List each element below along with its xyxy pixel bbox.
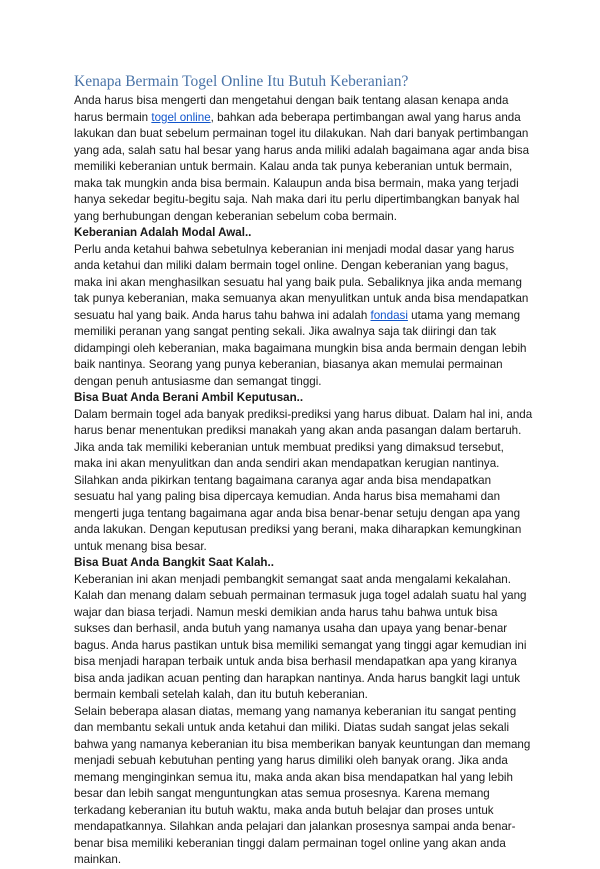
fondasi-link[interactable]: fondasi <box>370 308 408 322</box>
section1-text-after: utama yang memang memiliki peranan yang sangat penting sekali. Jika awalnya saja tak diiringi dan tak didampingi oleh keberanian, maka bagaimana mungkin bisa anda bermain dengan lebih baik nantinya. Seorang yang punya keberanian, biasanya akan memulai permainan dengan penuh antusiasme dan semangat tinggi. <box>74 308 527 388</box>
section2-heading: Bisa Buat Anda Berani Ambil Keputusan.. <box>74 391 304 404</box>
togel-online-link[interactable]: togel online <box>151 110 211 124</box>
section1-heading: Keberanian Adalah Modal Awal.. <box>74 226 252 239</box>
section1-text-before: Perlu anda ketahui bahwa sebetulnya keberanian ini menjadi modal dasar yang harus anda ketahui dan miliki dalam bermain togel online. Dengan keberanian yang bagus, maka ini akan menghasilkan sesuatu hal yang baik pula. Sebaliknya jika anda memang tak punya keberanian, maka semuanya akan menyulitkan untuk anda bisa mendapatkan sesuatu hal yang baik. Anda harus tahu bahwa ini adalah <box>74 242 529 322</box>
closing-paragraph: Selain beberapa alasan diatas, memang yang namanya keberanian itu sangat penting dan membantu sekali untuk anda ketahui dan miliki. Diatas sudah sangat jelas sekali bahwa yang namanya keberanian itu bisa memberikan banyak keuntungan dan memang menjadi sebuah kebutuhan penting yang harus dimiliki oleh banyak orang. Jika anda memang menginginkan semua itu, maka anda akan bisa mendapatkan hal yang lebih besar dan lebih sangat menguntungkan atas semua prosesnya. Karena memang terkadang keberanian itu butuh waktu, maka anda butuh belajar dan proses untuk mendapatkannya. Silahkan anda pelajari dan jalankan prosesnya sampai anda benar-benar bisa memiliki keberanian tinggi dalam permainan togel online yang akan anda mainkan. <box>74 704 531 866</box>
section3-heading: Bisa Buat Anda Bangkit Saat Kalah.. <box>74 556 274 569</box>
intro-paragraph <box>74 93 534 225</box>
intro-text-before: Anda harus bisa mengerti dan mengetahui dengan baik tentang alasan kenapa anda harus bermain <box>74 94 509 124</box>
section2-paragraph: Dalam bermain togel ada banyak prediksi-prediksi yang harus dibuat. Dalam hal ini, anda harus benar menentukan prediksi manakah yang akan anda pasangan dalam bertaruh. Jika anda tak memiliki keberanian untuk membuat prediksi yang dimaksud tersebut, maka ini akan menyulitkan dan anda sendiri akan mendapatkan kerugian nantinya. Silahkan anda pikirkan tentang bagaimana caranya agar anda bisa mendapatkan sesuatu hal yang paling bisa dipercaya kemudian. Anda harus bisa memahami dan mengerti juga tentang bagaimana agar anda bisa benar-benar setuju dengan apa yang anda lakukan. Dengan keputusan prediksi yang berani, maka diharapkan kemungkinan untuk menang bisa besar. <box>74 407 533 553</box>
section3-paragraph: Keberanian ini akan menjadi pembangkit semangat saat anda mengalami kekalahan. Kalah dan menang dalam sebuah permainan termasuk juga togel adalah suatu hal yang wajar dan biasa terjadi. Namun meski demikian anda harus tahu bahwa untuk bisa sukses dan berhasil, anda butuh yang namanya usaha dan upaya yang benar-benar bagus. Anda harus pastikan untuk bisa memiliki semangat yang tinggi agar kemudian ini bisa menjadi harapan terbaik untuk anda bisa berhasil mendapatkan apa yang kiranya bisa anda jadikan acuan penting dan harapkan nantinya. Anda harus bangkit lagi untuk bermain kembali setelah kalah, dan itu butuh keberanian. <box>74 572 527 701</box>
document-page <box>74 72 534 869</box>
intro-text-after: , bahkan ada beberapa pertimbangan awal yang harus anda lakukan dan buat sebelum permainan togel itu dilakukan. Nah dari banyak pertimbangan yang ada, salah satu hal besar yang harus anda miliki adalah bagaimana agar anda bisa memiliki keberanian untuk bermain. Kalau anda tak punya keberanian untuk bermain, maka tak mungkin anda bisa bermain. Kalaupun anda bisa bermain, maka yang terjadi hanya sekedar begitu-begitu saja. Nah maka dari itu perlu dipertimbangkan banyak hal yang berhubungan dengan keberanian sebelum coba bermain. <box>74 110 530 223</box>
section1-paragraph <box>74 242 534 391</box>
page-title: Kenapa Bermain Togel Online Itu Butuh Keberanian? <box>74 73 409 90</box>
